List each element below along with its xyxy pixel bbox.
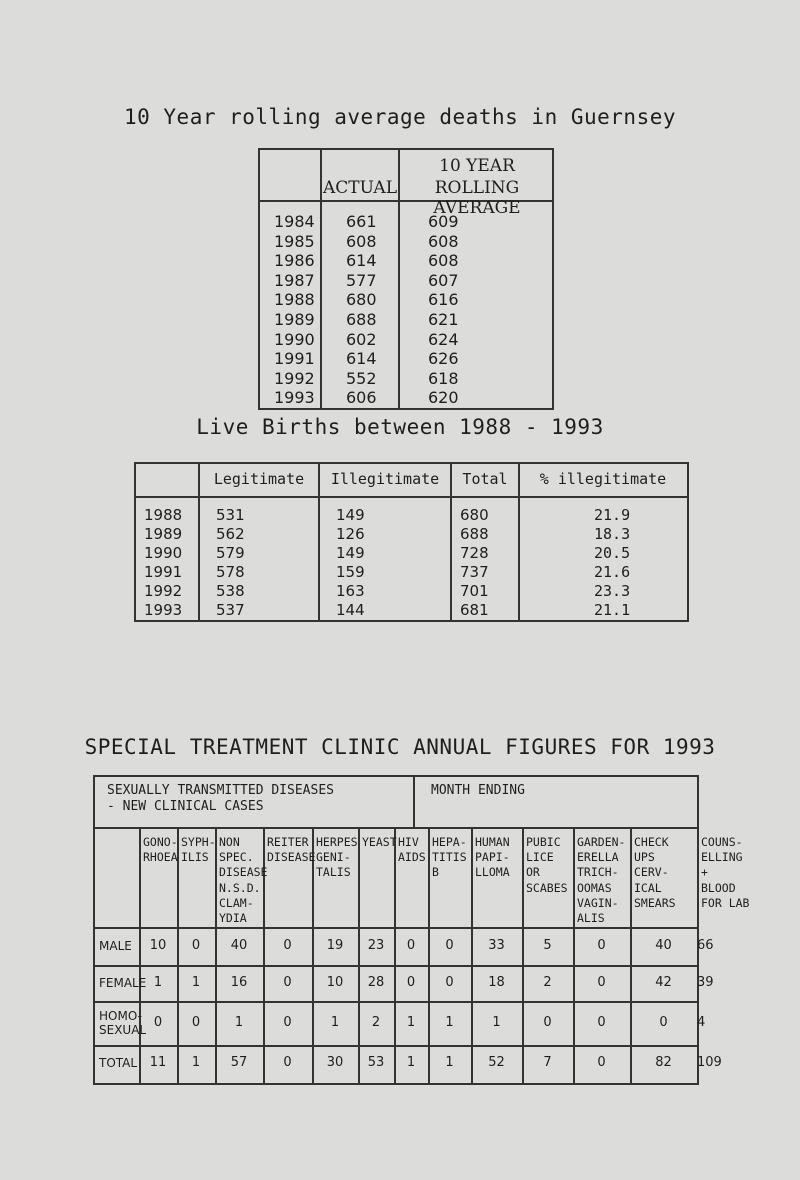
total-cell: 688 xyxy=(460,525,489,543)
column-header: GARDEN- ERELLA TRICH- OOMAS VAGIN- ALIS xyxy=(577,835,626,926)
rolling-cell: 618 xyxy=(428,368,459,388)
header-rolling-line1: 10 YEAR xyxy=(439,156,515,176)
total-cell: 701 xyxy=(460,582,489,600)
column-header: HERPES GENI- TALIS xyxy=(316,835,358,880)
year-cell: 1986 xyxy=(274,251,315,271)
header-legitimate: Legitimate xyxy=(213,470,305,488)
birth-year-cell: 1993 xyxy=(144,601,183,619)
column-divider xyxy=(139,827,141,1083)
table-cell: 0 xyxy=(153,1015,163,1030)
birth-year-cell: 1989 xyxy=(144,525,183,543)
table-cell: 0 xyxy=(283,1055,292,1070)
table-cell: 39 xyxy=(697,975,714,990)
header-illegitimate: Illegitimate xyxy=(330,470,440,488)
row-label: TOTAL xyxy=(99,1056,138,1070)
table-cell: 7 xyxy=(543,1055,552,1070)
column-divider xyxy=(358,827,360,1083)
actual-cell: 552 xyxy=(346,368,377,388)
table-cell: 0 xyxy=(445,975,454,990)
table-cell: 10 xyxy=(149,938,167,953)
pct-cell: 21.9 xyxy=(594,506,631,524)
pct-cell: 23.3 xyxy=(594,582,631,600)
year-cell: 1987 xyxy=(274,270,315,290)
year-cell: 1992 xyxy=(274,368,315,388)
illegitimate-cell: 126 xyxy=(336,525,365,543)
column-header: NON SPEC. DISEASE N.S.D. CLAM- YDIA xyxy=(219,835,268,926)
table-cell: 1 xyxy=(406,1015,416,1030)
table-cell: 40 xyxy=(655,938,672,953)
rolling-cell: 624 xyxy=(428,329,459,349)
rolling-cell: 616 xyxy=(428,290,459,310)
table-cell: 0 xyxy=(597,975,606,990)
pct-column xyxy=(594,506,630,620)
table-cell: 0 xyxy=(406,975,416,990)
table-cell: 0 xyxy=(191,1015,201,1030)
total-cell: 728 xyxy=(460,544,489,562)
row-divider xyxy=(95,965,697,967)
deaths-table xyxy=(258,148,554,410)
clinic-table-title xyxy=(107,783,334,815)
row-divider xyxy=(95,927,697,929)
month-ending-divider xyxy=(413,777,415,827)
year-cell: 1991 xyxy=(274,349,315,369)
table-cell: 1 xyxy=(406,1055,416,1070)
legitimate-cell: 538 xyxy=(216,582,245,600)
column-header: CHECK UPS CERV- ICAL SMEARS xyxy=(634,835,676,910)
column-header: REITER DISEASE xyxy=(267,835,316,865)
clinic-title-line1: SEXUALLY TRANSMITTED DISEASES xyxy=(107,783,334,798)
clinic-table xyxy=(93,775,750,1085)
illegitimate-cell: 149 xyxy=(336,506,365,524)
rolling-cell: 620 xyxy=(428,388,459,408)
actual-cell: 680 xyxy=(346,290,377,310)
table-cell: 2 xyxy=(543,975,552,990)
legitimate-column xyxy=(216,506,245,620)
illegitimate-cell: 163 xyxy=(336,582,365,600)
actual-cell: 608 xyxy=(346,231,377,251)
month-ending-label: MONTH ENDING xyxy=(431,783,525,798)
column-header: PUBIC LICE OR SCABES xyxy=(526,835,568,895)
birth-year-cell: 1992 xyxy=(144,582,183,600)
table-cell: 19 xyxy=(326,938,344,953)
year-cell: 1984 xyxy=(274,212,315,231)
table-cell: 0 xyxy=(659,1015,668,1030)
pct-cell: 21.1 xyxy=(594,601,631,619)
year-column xyxy=(274,212,315,408)
table-cell: 1 xyxy=(445,1015,454,1030)
table-cell: 1 xyxy=(330,1015,340,1030)
deaths-heading: 10 Year rolling average deaths in Guernsey xyxy=(123,105,676,129)
birth-year-cell: 1991 xyxy=(144,563,183,581)
column-divider xyxy=(573,827,575,1083)
table-cell: 0 xyxy=(406,938,416,953)
header-total: Total xyxy=(462,470,508,488)
table-cell: 0 xyxy=(191,938,201,953)
actual-column xyxy=(346,212,377,408)
column-header: YEAST xyxy=(362,835,397,849)
table-cell: 0 xyxy=(283,1015,292,1030)
legitimate-cell: 537 xyxy=(216,601,245,619)
total-column xyxy=(460,506,489,620)
total-cell: 680 xyxy=(460,506,489,524)
table-cell: 0 xyxy=(597,1015,606,1030)
year-cell: 1989 xyxy=(274,309,315,329)
table-cell: 109 xyxy=(697,1055,722,1070)
row-divider xyxy=(95,1045,697,1047)
header-actual: ACTUAL xyxy=(323,178,397,198)
births-table xyxy=(134,462,689,622)
legitimate-cell: 578 xyxy=(216,563,245,581)
table-cell: 53 xyxy=(367,1055,385,1070)
table-cell: 33 xyxy=(488,938,505,953)
table-cell: 28 xyxy=(367,975,385,990)
pct-cell: 20.5 xyxy=(594,544,631,562)
rolling-cell: 626 xyxy=(428,349,459,369)
rolling-cell: 609 xyxy=(428,212,459,231)
rolling-cell: 607 xyxy=(428,270,459,290)
rolling-cell: 608 xyxy=(428,251,459,271)
rolling-cell: 608 xyxy=(428,231,459,251)
actual-cell: 577 xyxy=(346,270,377,290)
table-cell: 10 xyxy=(326,975,344,990)
actual-cell: 606 xyxy=(346,388,377,408)
column-header: GONO- RHOEA xyxy=(143,835,178,865)
table-cell: 40 xyxy=(230,938,248,953)
pct-cell: 21.6 xyxy=(594,563,631,581)
clinic-title-line2: - NEW CLINICAL CASES xyxy=(107,799,264,814)
table-cell: 57 xyxy=(230,1055,248,1070)
year-cell: 1988 xyxy=(274,290,315,310)
table-cell: 82 xyxy=(655,1055,672,1070)
table-cell: 1 xyxy=(445,1055,454,1070)
legitimate-cell: 562 xyxy=(216,525,245,543)
table-cell: 42 xyxy=(655,975,672,990)
column-header: COUNS- ELLING + BLOOD FOR LAB xyxy=(701,835,750,910)
table-cell: 30 xyxy=(326,1055,344,1070)
total-cell: 681 xyxy=(460,601,489,619)
table-cell: 5 xyxy=(543,938,552,953)
legitimate-cell: 579 xyxy=(216,544,245,562)
header-pct-illegitimate: % illegitimate xyxy=(539,470,667,488)
table-cell: 0 xyxy=(543,1015,552,1030)
year-cell: 1990 xyxy=(274,329,315,349)
table-cell: 0 xyxy=(445,938,454,953)
table-cell: 0 xyxy=(283,938,292,953)
illegitimate-cell: 144 xyxy=(336,601,365,619)
rolling-average-column xyxy=(428,212,459,408)
column-divider xyxy=(394,827,396,1083)
actual-cell: 661 xyxy=(346,212,377,231)
illegitimate-cell: 159 xyxy=(336,563,365,581)
births-heading: Live Births between 1988 - 1993 xyxy=(196,415,604,439)
clinic-heading: SPECIAL TREATMENT CLINIC ANNUAL FIGURES FOR 1993 xyxy=(84,735,716,759)
year-cell: 1985 xyxy=(274,231,315,251)
column-header: HIV AIDS xyxy=(398,835,426,865)
pct-cell: 18.3 xyxy=(594,525,631,543)
column-header: HUMAN PAPI- LLOMA xyxy=(475,835,510,880)
birth-year-column xyxy=(144,506,182,620)
actual-cell: 614 xyxy=(346,349,377,369)
column-divider xyxy=(630,827,632,1083)
table-cell: 1 xyxy=(191,1055,201,1070)
actual-cell: 614 xyxy=(346,251,377,271)
table-cell: 18 xyxy=(488,975,505,990)
column-header: SYPH- ILIS xyxy=(181,835,216,865)
table-cell: 2 xyxy=(371,1015,381,1030)
table-cell: 4 xyxy=(697,1015,706,1030)
table-cell: 1 xyxy=(153,975,163,990)
legitimate-cell: 531 xyxy=(216,506,245,524)
actual-cell: 688 xyxy=(346,309,377,329)
column-header: HEPA- TITIS B xyxy=(432,835,467,880)
table-cell: 1 xyxy=(191,975,201,990)
actual-cell: 602 xyxy=(346,329,377,349)
table-cell: 1 xyxy=(492,1015,501,1030)
year-cell: 1993 xyxy=(274,388,315,408)
rolling-cell: 621 xyxy=(428,309,459,329)
row-label: HOMO- SEXUAL xyxy=(99,1009,147,1037)
table-cell: 0 xyxy=(283,975,292,990)
column-divider xyxy=(471,827,473,1083)
birth-year-cell: 1988 xyxy=(144,506,183,524)
column-divider xyxy=(522,827,524,1083)
table-cell: 66 xyxy=(697,938,714,953)
table-cell: 23 xyxy=(367,938,385,953)
column-divider xyxy=(428,827,430,1083)
table-cell: 0 xyxy=(597,1055,606,1070)
table-cell: 0 xyxy=(597,938,606,953)
table-cell: 16 xyxy=(230,975,248,990)
illegitimate-cell: 149 xyxy=(336,544,365,562)
header-rolling-line2: ROLLING AVERAGE xyxy=(433,178,521,218)
row-label: FEMALE xyxy=(99,976,147,990)
total-cell: 737 xyxy=(460,563,489,581)
row-divider xyxy=(95,1001,697,1003)
title-divider xyxy=(95,827,697,829)
birth-year-cell: 1990 xyxy=(144,544,183,562)
illegitimate-column xyxy=(336,506,365,620)
table-cell: 1 xyxy=(234,1015,244,1030)
table-cell: 11 xyxy=(149,1055,167,1070)
row-label: MALE xyxy=(99,939,132,953)
table-cell: 52 xyxy=(488,1055,505,1070)
